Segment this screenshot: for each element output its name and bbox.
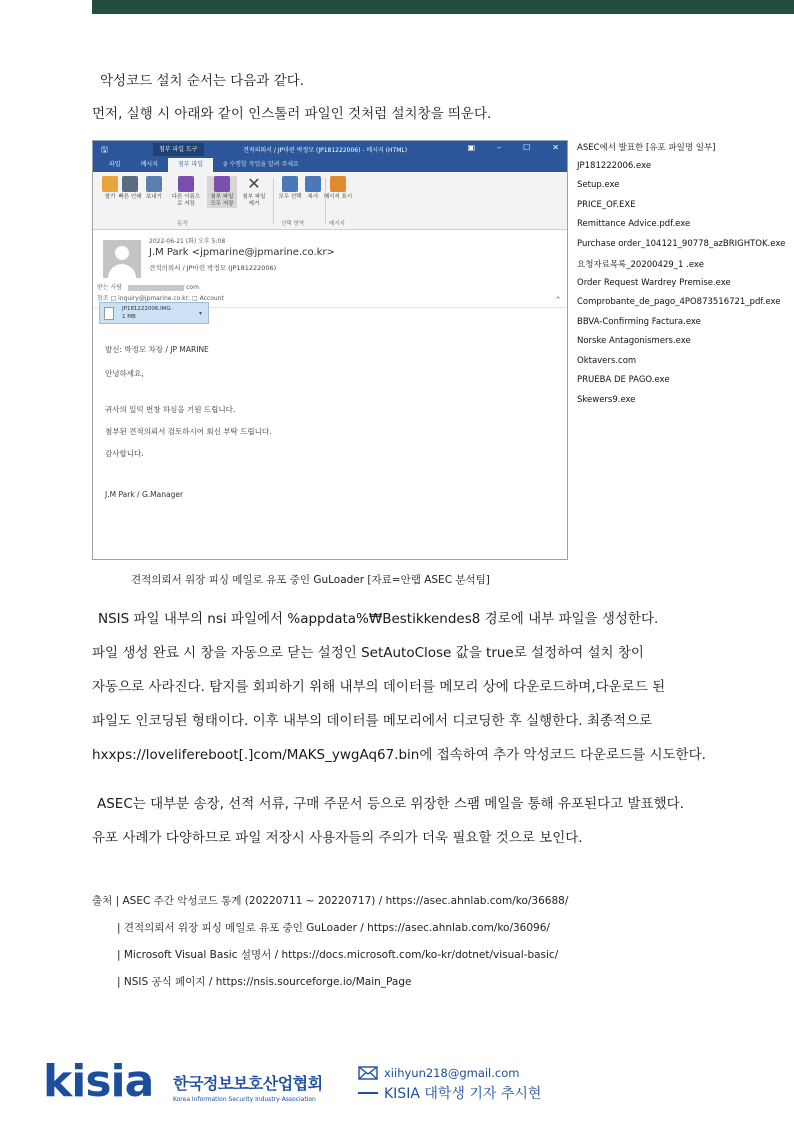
minimize-icon[interactable]: – (497, 143, 502, 152)
attachment-size: 1 MB (122, 314, 136, 320)
list-item: 요청자료목록_20200429_1 .exe (577, 260, 704, 270)
save-icon[interactable]: 🖫 (101, 145, 108, 154)
org-name-korean: 한국정보보호산업협회 (173, 1074, 323, 1093)
body-paragraph-1 (92, 602, 706, 772)
window-title: 견적의뢰서 / JP마린 박정모 (JP181222006) - 메시지 (HTML) (243, 147, 408, 154)
maximize-icon[interactable]: ☐ (523, 143, 531, 152)
tell-me-box[interactable]: ♀ 수행할 작업을 알려 주세요 (223, 161, 299, 168)
body-line-1: 귀사의 일익 번창 하심을 기원 드립니다. (105, 405, 236, 414)
email-line (358, 1066, 541, 1080)
org-name-english: Korea Information Security Industry Association (173, 1096, 316, 1103)
tab-message[interactable]: 메시지 (140, 161, 158, 168)
file-icon (104, 307, 114, 320)
save-all-icon (214, 176, 230, 192)
list-item: Oktavers.com (577, 355, 637, 366)
message-header (93, 230, 567, 308)
list-item: Setup.exe (577, 180, 620, 190)
body-sender: 발신: 박정모 차장 / JP MARINE (105, 345, 209, 354)
paragraph-line: 유포 사례가 다양하므로 파일 저장시 사용자들의 주의가 더욱 필요할 것으로 보인다. (92, 830, 583, 846)
show-message-button[interactable]: 메시지 표시 (323, 176, 353, 201)
reference-item: | 견적의뢰서 위장 피싱 메일로 유포 중인 GuLoader / https://asec.ahnlab.com/ko/36096/ (117, 922, 550, 934)
attachment-name: JP181222006.IMG (122, 306, 171, 312)
intro (92, 70, 491, 136)
paragraph-line: 자동으로 사라진다. 탐지를 회피하기 위해 내부의 데이터를 메모리 상에 다운로드하며,다운로드 된 (92, 679, 666, 695)
cc-line: 참조 □ inquiry@jpmarine.co.kr; □ Account (97, 295, 224, 302)
collapse-icon[interactable]: ^ (555, 296, 561, 304)
ribbon (93, 172, 567, 230)
intro-line-2: 먼저, 실행 시 아래와 같이 인스톨러 파일인 것처럼 설치창을 띄운다. (92, 106, 492, 122)
attachment-chip[interactable] (99, 302, 209, 324)
printer-icon (122, 176, 138, 192)
save-as-button[interactable]: 다른 이름으로 저장 (171, 176, 201, 208)
list-item: Norske Antagonismers.exe (577, 336, 691, 346)
group-label-actions: 동작 (177, 221, 188, 227)
save-all-button[interactable]: 첨부 파일 모두 저장 (207, 176, 237, 208)
window-controls (468, 143, 559, 152)
message-icon (330, 176, 346, 192)
figure-caption: 견적의뢰서 위장 피싱 메일로 유포 중인 GuLoader [자료=안랩 ASEC 분석팀] (131, 574, 490, 586)
chevron-down-icon[interactable]: ▾ (198, 310, 202, 317)
intro-line-1: 악성코드 설치 순서는 다음과 같다. (100, 73, 305, 89)
writer-line (358, 1083, 541, 1103)
author-name: KISIA 대학생 기자 추시현 (384, 1086, 542, 1102)
subject: 견적의뢰서 / JP마린 박정모 (JP181222006) (149, 264, 277, 272)
body-greeting: 안녕하세요, (105, 369, 144, 378)
remove-icon: ✕ (247, 174, 261, 193)
close-icon[interactable]: ✕ (552, 143, 559, 152)
body-signature: J.M Park / G.Manager (105, 490, 184, 499)
save-as-icon (178, 176, 194, 192)
paragraph-line: ASEC는 대부분 송장, 선적 서류, 구매 주문서 등으로 위장한 스팸 메일을 통해 유포된다고 발표했다. (97, 796, 684, 812)
copy-button[interactable]: 복사 (298, 176, 328, 201)
distributed-filenames (577, 141, 785, 414)
top-accent-bar (92, 0, 794, 14)
list-item: PRUEBA DE PAGO.exe (577, 375, 670, 385)
send-icon (146, 176, 162, 192)
body-thanks: 감사합니다. (105, 449, 144, 458)
mail-icon (358, 1066, 378, 1080)
dash-icon (358, 1092, 378, 1094)
recipient: 받는 사람 com (97, 284, 199, 291)
open-button[interactable]: 열기 (95, 176, 125, 201)
paragraph-line: hxxps://lovelifereboot[.]com/MAKS_ywgAq67.bin에 접속하여 추가 악성코드 다운로드를 시도한다. (92, 747, 706, 763)
author-contact (358, 1066, 541, 1103)
kisia-logo (43, 1056, 154, 1107)
copy-icon (305, 176, 321, 192)
email-screenshot (92, 140, 568, 560)
ribbon-tabs (93, 158, 567, 172)
tab-file[interactable]: 파일 (109, 161, 121, 168)
author-email[interactable]: xiihyun218@gmail.com (384, 1066, 520, 1080)
list-item: Comprobante_de_pago_4PO873516721_pdf.exe (577, 297, 781, 307)
paragraph-line: 파일 생성 완료 시 창을 자동으로 닫는 설정인 SetAutoClose 값을 true로 설정하여 설치 창이 (92, 645, 644, 661)
remove-attachment-button[interactable]: ✕ 첨부 파일 제거 (242, 174, 266, 207)
attachment-tools-label: 첨부 파일 도구 (153, 143, 204, 156)
reference-item: | Microsoft Visual Basic 설명서 / https://docs.microsoft.com/ko-kr/dotnet/visual-basic/ (117, 949, 559, 961)
sent-date: 2022-06-21 (화) 오후 5:08 (149, 238, 226, 245)
filenames-title: ASEC에서 발표한 [유포 파일명 일부] (577, 143, 716, 153)
group-divider (273, 178, 274, 224)
select-all-icon (282, 176, 298, 192)
tab-attachment[interactable]: 첨부 파일 (168, 158, 213, 172)
list-item: PRICE_OF.EXE (577, 199, 636, 210)
reference-item: 출처 | ASEC 주간 악성코드 통계 (20220711 ~ 20220717) / https://asec.ahnlab.com/ko/36688/ (92, 895, 569, 907)
list-item: BBVA-Confirming Factura.exe (577, 316, 701, 327)
paragraph-line: NSIS 파일 내부의 nsi 파일에서 %appdata%₩Bestikkendes8 경로에 내부 파일을 생성한다. (98, 611, 659, 627)
select-all-button[interactable]: 모두 선택 (275, 176, 305, 201)
group-label-message: 메시지 (329, 221, 345, 227)
ribbon-display-icon[interactable]: ▣ (467, 143, 476, 152)
list-item: Skewers9.exe (577, 394, 636, 405)
quick-print-button[interactable]: 빠른 인쇄 (115, 176, 145, 201)
body-line-2: 첨부된 견적의뢰서 검토하시어 회신 부탁 드립니다. (105, 427, 272, 436)
group-label-selection: 선택 영역 (281, 221, 305, 227)
references (92, 888, 568, 996)
paragraph-line: 파일도 인코딩된 형태이다. 이후 내부의 데이터를 메모리에서 디코딩한 후 실행한다. 최종적으로 (92, 713, 653, 729)
organization-name (173, 1071, 323, 1103)
list-item: Order Request Wardrey Premise.exe (577, 277, 731, 288)
logo-wordmark: kisia (43, 1056, 154, 1107)
list-item: Remittance Advice.pdf.exe (577, 219, 691, 229)
redacted-recipient (128, 285, 184, 291)
window-titlebar (93, 141, 567, 158)
sender[interactable]: J.M Park <jpmarine@jpmarine.co.kr> (149, 247, 335, 258)
send-button[interactable]: 보내기 (139, 176, 169, 201)
reference-item: | NSIS 공식 페이지 / https://nsis.sourceforge.io/Main_Page (117, 976, 412, 988)
avatar (103, 240, 141, 278)
list-item: Purchase order_104121_90778_azBRIGHTOK.exe (577, 238, 786, 249)
list-item: JP181222006.exe (577, 160, 652, 171)
body-paragraph-2 (92, 787, 684, 855)
